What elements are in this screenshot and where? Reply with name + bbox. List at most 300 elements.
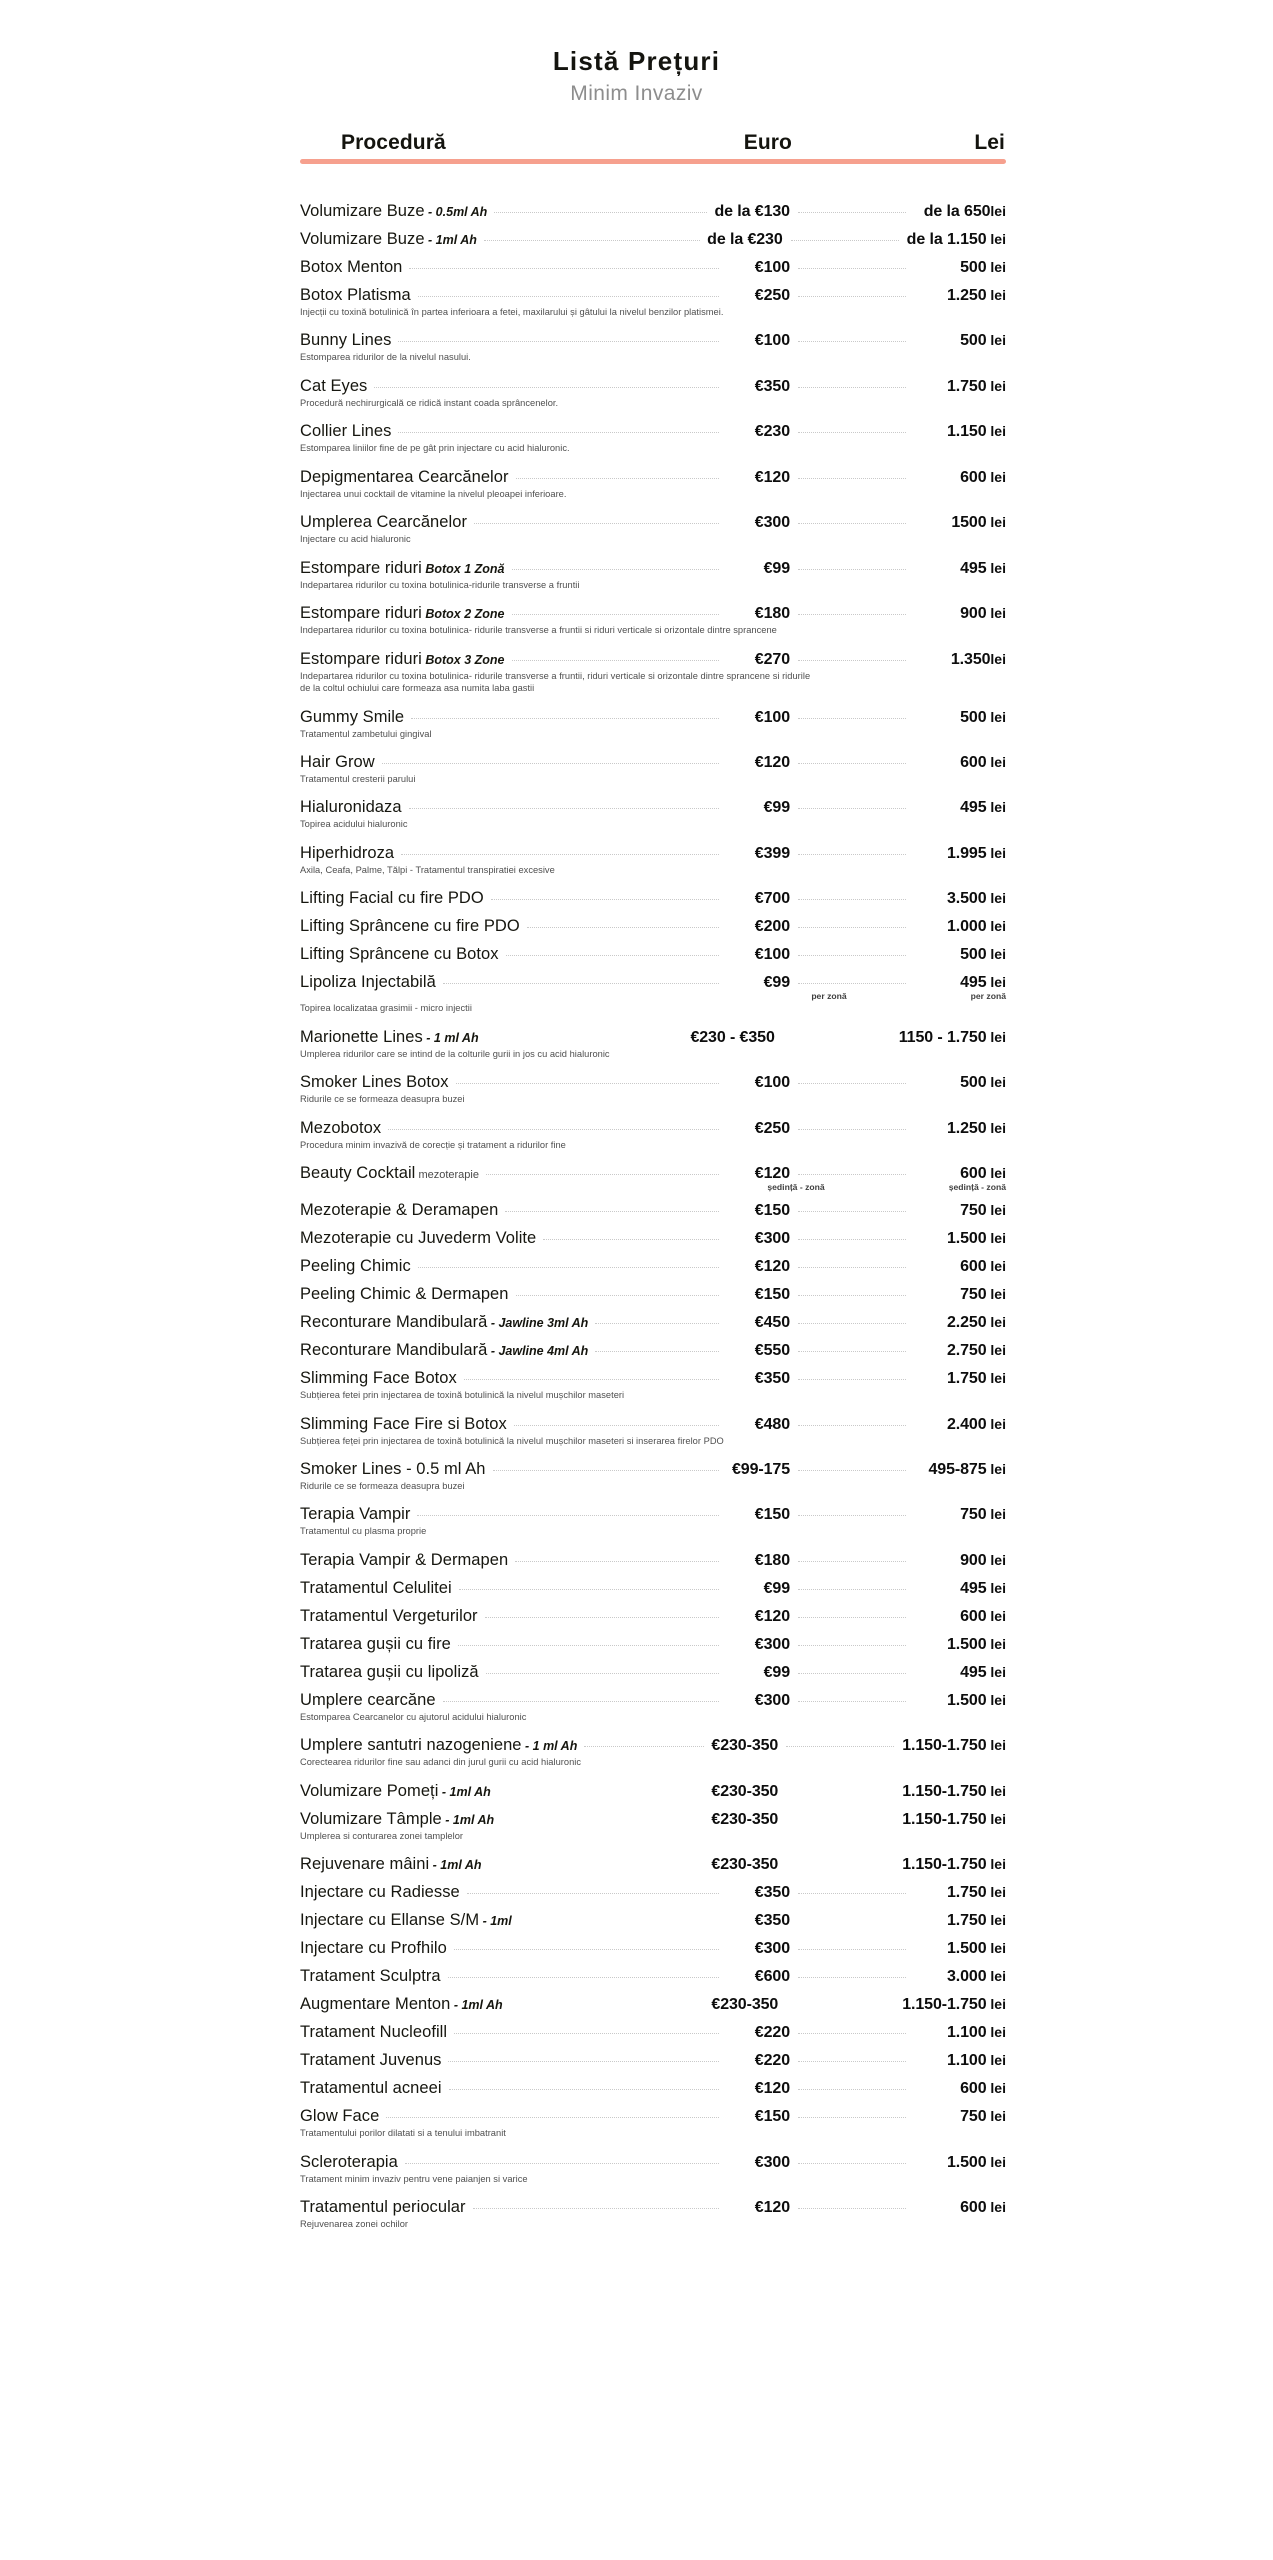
procedure-name: Smoker Lines - 0.5 ml Ah bbox=[300, 1460, 486, 1479]
row-main-line bbox=[300, 1607, 1006, 1626]
procedure-name: Botox Platisma bbox=[300, 285, 411, 304]
procedure-name: Lipoliza Injectabilă bbox=[300, 973, 436, 992]
euro-price: €99 bbox=[763, 974, 790, 992]
row-main-line bbox=[300, 1995, 1006, 2014]
dot-leader bbox=[798, 1977, 906, 1978]
lei-currency-label: lei bbox=[986, 1314, 1006, 1331]
lei-amount: 495 bbox=[960, 1663, 987, 1681]
lei-currency-label: lei bbox=[986, 2024, 1006, 2041]
lei-price bbox=[914, 2024, 1006, 2042]
table-row bbox=[300, 1164, 1006, 1192]
euro-price: €120 bbox=[754, 2199, 790, 2217]
table-header-row bbox=[300, 131, 1006, 159]
row-main-line bbox=[300, 1119, 1006, 1138]
table-row bbox=[300, 1313, 1006, 1332]
dot-leader bbox=[398, 432, 719, 433]
dot-leader bbox=[798, 1295, 906, 1296]
dot-leader bbox=[527, 927, 719, 928]
lei-currency-label: lei bbox=[986, 2052, 1006, 2069]
dot-leader bbox=[456, 1083, 719, 1084]
lei-currency-label: lei bbox=[986, 1461, 1006, 1478]
table-row bbox=[300, 2198, 1006, 2230]
notes-spacer bbox=[300, 1182, 767, 1192]
lei-currency-label: lei bbox=[986, 1286, 1006, 1303]
dot-leader bbox=[798, 1267, 906, 1268]
table-row bbox=[300, 1285, 1006, 1304]
row-main-line bbox=[300, 1257, 1006, 1276]
euro-price: €99 bbox=[763, 799, 790, 817]
lei-currency-label: lei bbox=[986, 1884, 1006, 1901]
dot-leader bbox=[382, 763, 719, 764]
lei-currency-label: lei bbox=[986, 1370, 1006, 1387]
table-row bbox=[300, 258, 1006, 277]
table-row bbox=[300, 1782, 1006, 1801]
procedure-description: Subțierea fetei prin injectarea de toxină botulinică la nivelul mușchilor maseteri bbox=[300, 1390, 625, 1401]
lei-currency-label: lei bbox=[986, 286, 1006, 303]
row-main-line bbox=[300, 2198, 1006, 2217]
dot-leader bbox=[798, 854, 906, 855]
lei-amount: 495 bbox=[960, 799, 987, 817]
procedure-description: Tratament minim invaziv pentru vene paianjen si varice bbox=[300, 2173, 528, 2184]
row-main-line bbox=[300, 1782, 1006, 1801]
procedure-description: Indepartarea ridurilor cu toxina botulinica- ridurile transverse a fruntii si riduri verticale si orizontale dintre sprancene bbox=[300, 625, 777, 636]
row-main-line bbox=[300, 1073, 1006, 1092]
euro-price: €99-175 bbox=[731, 1461, 790, 1479]
euro-price: de la €230 bbox=[707, 230, 783, 248]
table-row bbox=[300, 1967, 1006, 1986]
lei-currency-label: lei bbox=[986, 1663, 1006, 1680]
dot-leader bbox=[409, 808, 719, 809]
row-main-line bbox=[300, 973, 1006, 992]
lei-currency-label: lei bbox=[986, 1737, 1006, 1754]
lei-price bbox=[914, 1968, 1006, 1986]
euro-price-note: per zonă bbox=[811, 991, 847, 1002]
dot-leader bbox=[798, 927, 906, 928]
row-main-line bbox=[300, 1883, 1006, 1902]
lei-currency-label: lei bbox=[986, 1415, 1006, 1432]
euro-price: €230-350 bbox=[711, 1856, 779, 1874]
procedure-variant: - 0.5ml Ah bbox=[424, 204, 488, 219]
lei-price bbox=[914, 1692, 1006, 1710]
dot-leader bbox=[798, 1470, 906, 1471]
lei-amount: 750 bbox=[960, 2108, 987, 2126]
dot-leader bbox=[798, 1425, 906, 1426]
euro-price: €230 - €350 bbox=[690, 1028, 775, 1046]
procedure-name: Augmentare Menton - 1ml Ah bbox=[300, 1995, 503, 2014]
dot-leader bbox=[798, 2089, 906, 2090]
lei-price bbox=[914, 890, 1006, 908]
euro-price: €100 bbox=[754, 708, 790, 726]
table-row bbox=[300, 1939, 1006, 1958]
dot-leader bbox=[798, 387, 906, 388]
lei-amount: 1.500 bbox=[946, 2153, 987, 2171]
euro-price: €120 bbox=[754, 1165, 790, 1183]
dot-leader bbox=[486, 1038, 684, 1039]
row-main-line bbox=[300, 1460, 1006, 1479]
procedure-description: Ridurile ce se formeaza deasupra buzei bbox=[300, 1481, 465, 1492]
procedure-description: Umplerea si conturarea zonei tamplelor bbox=[300, 1830, 464, 1841]
procedure-variant: - 1ml bbox=[479, 1914, 512, 1929]
dot-leader bbox=[798, 268, 906, 269]
euro-price: €600 bbox=[754, 1968, 790, 1986]
lei-currency-label: lei bbox=[986, 1074, 1006, 1091]
procedure-variant: - Jawline 4ml Ah bbox=[487, 1344, 589, 1359]
lei-price bbox=[914, 1608, 1006, 1626]
row-main-line bbox=[300, 2153, 1006, 2172]
lei-price bbox=[914, 259, 1006, 277]
table-row bbox=[300, 708, 1006, 740]
table-row bbox=[300, 650, 1006, 695]
table-row bbox=[300, 377, 1006, 409]
procedure-variant: Botox 3 Zone bbox=[421, 652, 505, 667]
lei-amount: 600 bbox=[960, 1165, 987, 1183]
lei-price bbox=[914, 605, 1006, 623]
lei-amount: 1.500 bbox=[946, 1635, 987, 1653]
procedure-name: Depigmentarea Cearcănelor bbox=[300, 467, 509, 486]
table-row bbox=[300, 286, 1006, 318]
table-row bbox=[300, 1635, 1006, 1654]
dot-leader bbox=[474, 523, 719, 524]
procedure-name: Volumizare Buze - 0.5ml Ah bbox=[300, 201, 488, 220]
dot-leader bbox=[485, 1617, 719, 1618]
lei-currency-label: lei bbox=[986, 946, 1006, 963]
procedure-description: Subțierea feței prin injectarea de toxină botulinică la nivelul mușchilor maseteri si inserarea firelor PDO bbox=[300, 1435, 724, 1446]
lei-amount: de la 1.150 bbox=[906, 230, 987, 248]
lei-price bbox=[914, 651, 1006, 669]
notes-spacer bbox=[300, 991, 811, 1001]
dot-leader bbox=[798, 2033, 906, 2034]
lei-currency-label: lei bbox=[986, 1342, 1006, 1359]
lei-price bbox=[914, 287, 1006, 305]
lei-currency-label: lei bbox=[986, 377, 1006, 394]
lei-price bbox=[914, 1202, 1006, 1220]
lei-currency-label: lei bbox=[986, 1579, 1006, 1596]
table-row bbox=[300, 604, 1006, 636]
dot-leader bbox=[493, 1470, 719, 1471]
lei-price bbox=[914, 514, 1006, 532]
lei-amount: 1.150-1.750 bbox=[902, 1810, 987, 1828]
lei-amount: 1.750 bbox=[946, 1912, 987, 1930]
lei-price bbox=[914, 2052, 1006, 2070]
lei-amount: 2.400 bbox=[946, 1415, 987, 1433]
euro-price: €150 bbox=[754, 1286, 790, 1304]
lei-currency-label: lei bbox=[986, 918, 1006, 935]
lei-price bbox=[914, 560, 1006, 578]
procedure-name: Tratament Sculptra bbox=[300, 1967, 441, 1986]
dot-leader bbox=[510, 2005, 705, 2006]
procedure-description: Axila, Ceafa, Palme, Tălpi - Tratamentul transpiratiei excesive bbox=[300, 864, 555, 875]
table-row bbox=[300, 2051, 1006, 2070]
lei-amount: 495 bbox=[960, 974, 987, 992]
euro-price: €120 bbox=[754, 2080, 790, 2098]
dot-leader bbox=[786, 1865, 894, 1866]
row-main-line bbox=[300, 331, 1006, 350]
row-main-line bbox=[300, 1810, 1006, 1829]
lei-price bbox=[914, 2108, 1006, 2126]
lei-currency-label: lei bbox=[986, 1028, 1006, 1045]
procedure-variant: - 1 ml Ah bbox=[521, 1739, 578, 1754]
dot-leader bbox=[798, 1515, 906, 1516]
lei-amount: 1.250 bbox=[946, 286, 987, 304]
dot-leader bbox=[798, 341, 906, 342]
procedure-name: Beauty Cocktail mezoterapie bbox=[300, 1164, 479, 1183]
euro-price: €220 bbox=[754, 2024, 790, 2042]
lei-currency-label: lei bbox=[986, 1856, 1006, 1873]
lei-price bbox=[899, 1029, 1006, 1047]
row-main-line bbox=[300, 202, 1006, 221]
row-main-line bbox=[300, 1855, 1006, 1874]
dot-leader bbox=[512, 660, 720, 661]
lei-amount: 1.150-1.750 bbox=[902, 1737, 987, 1755]
column-header-euro: Euro bbox=[743, 130, 792, 154]
procedure-description: Tratamentul zambetului gingival bbox=[300, 728, 432, 739]
lei-amount: 600 bbox=[960, 753, 987, 771]
euro-price: €300 bbox=[754, 1940, 790, 1958]
lei-currency-label: lei bbox=[986, 1810, 1006, 1827]
table-row bbox=[300, 844, 1006, 876]
procedure-name: Slimming Face Botox bbox=[300, 1369, 457, 1388]
price-rows bbox=[300, 202, 1006, 2231]
dot-leader bbox=[798, 1893, 906, 1894]
lei-price bbox=[914, 1580, 1006, 1598]
lei-currency-label: lei bbox=[990, 650, 1006, 667]
table-row bbox=[300, 2079, 1006, 2098]
dot-leader bbox=[798, 2208, 906, 2209]
dot-leader bbox=[498, 1792, 705, 1793]
lei-amount: 495-875 bbox=[928, 1461, 987, 1479]
procedure-name: Gummy Smile bbox=[300, 707, 405, 726]
procedure-variant: - 1ml Ah bbox=[441, 1812, 495, 1827]
dot-leader bbox=[543, 1239, 719, 1240]
procedure-name: Collier Lines bbox=[300, 422, 392, 441]
procedure-name: Umplerea Cearcănelor bbox=[300, 513, 467, 532]
row-main-line bbox=[300, 513, 1006, 532]
procedure-name: Cat Eyes bbox=[300, 376, 368, 395]
euro-price: €230 bbox=[754, 423, 790, 441]
dot-leader bbox=[448, 2061, 719, 2062]
procedure-name: Estompare riduri Botox 3 Zone bbox=[300, 649, 505, 668]
lei-price bbox=[914, 1120, 1006, 1138]
dot-leader bbox=[595, 1323, 719, 1324]
dot-leader bbox=[798, 1323, 906, 1324]
lei-amount: 2.750 bbox=[946, 1342, 987, 1360]
euro-price: €300 bbox=[754, 1635, 790, 1653]
euro-price: €300 bbox=[754, 514, 790, 532]
lei-amount: 1.100 bbox=[946, 2024, 987, 2042]
row-main-line bbox=[300, 1201, 1006, 1220]
lei-price bbox=[902, 1783, 1006, 1801]
procedure-name: Mezoterapie & Deramapen bbox=[300, 1201, 499, 1220]
table-row bbox=[300, 945, 1006, 964]
row-main-line bbox=[300, 1635, 1006, 1654]
procedure-name: Tratamentul periocular bbox=[300, 2198, 466, 2217]
table-row bbox=[300, 1579, 1006, 1598]
procedure-name: Hialuronidaza bbox=[300, 798, 402, 817]
lei-price bbox=[914, 1912, 1006, 1930]
procedure-name: Umplere santutri nazogeniene - 1 ml Ah bbox=[300, 1736, 578, 1755]
table-row bbox=[300, 230, 1006, 249]
lei-currency-label: lei bbox=[986, 2153, 1006, 2170]
lei-price bbox=[914, 918, 1006, 936]
lei-price bbox=[914, 2199, 1006, 2217]
lei-currency-label: lei bbox=[986, 1996, 1006, 2013]
row-main-line bbox=[300, 1028, 1006, 1047]
procedure-name: Injectare cu Ellanse S/M - 1ml bbox=[300, 1911, 512, 1930]
lei-amount: 600 bbox=[960, 468, 987, 486]
row-main-line bbox=[300, 559, 1006, 578]
lei-currency-label: lei bbox=[986, 605, 1006, 622]
lei-amount: 500 bbox=[960, 1074, 987, 1092]
dot-leader bbox=[515, 1561, 719, 1562]
procedure-name: Botox Menton bbox=[300, 257, 403, 276]
row-main-line bbox=[300, 1369, 1006, 1388]
row-main-line bbox=[300, 753, 1006, 772]
procedure-name: Hiperhidroza bbox=[300, 843, 395, 862]
row-main-line bbox=[300, 650, 1006, 669]
lei-currency-label: lei bbox=[986, 1912, 1006, 1929]
table-row bbox=[300, 331, 1006, 363]
row-main-line bbox=[300, 604, 1006, 623]
procedure-name: Estompare riduri Botox 1 Zonă bbox=[300, 558, 505, 577]
procedure-name: Mezobotox bbox=[300, 1118, 382, 1137]
procedure-description: Corectearea ridurilor fine sau adanci din jurul gurii cu acid hialuronic bbox=[300, 1757, 582, 1768]
table-row bbox=[300, 1119, 1006, 1151]
procedure-name: Umplere cearcăne bbox=[300, 1690, 436, 1709]
lei-price-note: per zonă bbox=[970, 991, 1006, 1002]
table-row bbox=[300, 1995, 1006, 2014]
row-main-line bbox=[300, 1911, 1006, 1930]
procedure-variant: - Jawline 3ml Ah bbox=[487, 1316, 589, 1331]
dot-leader bbox=[501, 1820, 704, 1821]
dot-leader bbox=[398, 341, 719, 342]
table-row bbox=[300, 1415, 1006, 1447]
lei-amount: 3.500 bbox=[946, 890, 987, 908]
euro-price: €120 bbox=[754, 1258, 790, 1276]
procedure-description: Rejuvenarea zonei ochilor bbox=[300, 2219, 408, 2230]
procedure-name: Peeling Chimic & Dermapen bbox=[300, 1285, 509, 1304]
lei-price bbox=[914, 1416, 1006, 1434]
procedure-name: Terapia Vampir bbox=[300, 1505, 411, 1524]
table-row bbox=[300, 1883, 1006, 1902]
row-main-line bbox=[300, 1505, 1006, 1524]
procedure-variant: - 1ml Ah bbox=[450, 1998, 503, 2013]
table-row bbox=[300, 1855, 1006, 1874]
procedure-variant: Botox 2 Zone bbox=[421, 607, 505, 622]
dot-leader bbox=[449, 2089, 719, 2090]
row-main-line bbox=[300, 945, 1006, 964]
procedure-name: Tratamentul Vergeturilor bbox=[300, 1606, 478, 1625]
row-main-line bbox=[300, 258, 1006, 277]
dot-leader bbox=[798, 660, 906, 661]
table-row bbox=[300, 1073, 1006, 1105]
dot-leader bbox=[798, 1174, 906, 1175]
lei-price bbox=[914, 709, 1006, 727]
table-row bbox=[300, 889, 1006, 908]
table-row bbox=[300, 2023, 1006, 2042]
dot-leader bbox=[786, 1792, 894, 1793]
dot-leader bbox=[798, 614, 906, 615]
notes-gap bbox=[825, 1182, 949, 1192]
dot-leader bbox=[494, 212, 707, 213]
table-row bbox=[300, 1911, 1006, 1930]
dot-leader bbox=[798, 523, 906, 524]
row-main-line bbox=[300, 1229, 1006, 1248]
lei-price bbox=[914, 332, 1006, 350]
lei-currency-label: lei bbox=[986, 2199, 1006, 2216]
lei-currency-label: lei bbox=[990, 202, 1006, 219]
dot-leader bbox=[798, 1673, 906, 1674]
lei-amount: 1.750 bbox=[946, 1370, 987, 1388]
lei-amount: 1.500 bbox=[946, 1230, 987, 1248]
lei-currency-label: lei bbox=[986, 423, 1006, 440]
dot-leader bbox=[798, 1949, 906, 1950]
dot-leader bbox=[411, 718, 719, 719]
procedure-name: Mezoterapie cu Juvederm Volite bbox=[300, 1229, 537, 1248]
table-row bbox=[300, 1369, 1006, 1401]
lei-amount: 500 bbox=[960, 708, 987, 726]
lei-amount: 600 bbox=[960, 2080, 987, 2098]
lei-amount: 1.750 bbox=[946, 377, 987, 395]
dot-leader bbox=[798, 2061, 906, 2062]
procedure-description: Ridurile ce se formeaza deasupra buzei bbox=[300, 1094, 465, 1105]
euro-price: €150 bbox=[754, 1506, 790, 1524]
euro-price: €220 bbox=[754, 2052, 790, 2070]
row-main-line bbox=[300, 844, 1006, 863]
euro-price: €300 bbox=[754, 2153, 790, 2171]
page-subtitle: Minim Invaziv bbox=[570, 81, 703, 105]
row-main-line bbox=[300, 1341, 1006, 1360]
table-row bbox=[300, 202, 1006, 221]
row-main-line bbox=[300, 1967, 1006, 1986]
row-main-line bbox=[300, 286, 1006, 305]
lei-currency-label: lei bbox=[986, 1258, 1006, 1275]
lei-amount: 1.750 bbox=[946, 1884, 987, 1902]
procedure-name: Bunny Lines bbox=[300, 331, 392, 350]
lei-currency-label: lei bbox=[986, 1202, 1006, 1219]
row-main-line bbox=[300, 422, 1006, 441]
row-main-line bbox=[300, 377, 1006, 396]
table-row bbox=[300, 1663, 1006, 1682]
dot-leader bbox=[798, 983, 906, 984]
procedure-description: Tratamentul cresterii parului bbox=[300, 773, 416, 784]
dot-leader bbox=[519, 1921, 719, 1922]
lei-amount: 1.150-1.750 bbox=[902, 1782, 987, 1800]
dot-leader bbox=[405, 2163, 719, 2164]
lei-amount: 500 bbox=[960, 258, 987, 276]
lei-price bbox=[914, 1552, 1006, 1570]
lei-currency-label: lei bbox=[986, 844, 1006, 861]
euro-price: €350 bbox=[754, 1370, 790, 1388]
dot-leader bbox=[418, 1267, 719, 1268]
dot-leader bbox=[798, 1589, 906, 1590]
lei-amount: 1.350 bbox=[950, 650, 991, 668]
lei-amount: 1.000 bbox=[946, 918, 987, 936]
column-header-procedure: Procedură bbox=[341, 130, 446, 154]
row-main-line bbox=[300, 2051, 1006, 2070]
dot-leader bbox=[798, 1617, 906, 1618]
procedure-description: Umplerea ridurilor care se intind de la colturile gurii in jos cu acid hialuronic bbox=[300, 1048, 610, 1059]
procedure-variant: - 1 ml Ah bbox=[422, 1030, 479, 1045]
price-notes bbox=[300, 1182, 1006, 1192]
procedure-description: Tratamentul cu plasma proprie bbox=[300, 1526, 427, 1537]
lei-currency-label: lei bbox=[986, 1551, 1006, 1568]
lei-amount: 495 bbox=[960, 1579, 987, 1597]
table-row bbox=[300, 973, 1006, 1014]
lei-amount: 600 bbox=[960, 1607, 987, 1625]
euro-price: €180 bbox=[754, 605, 790, 623]
dot-leader bbox=[798, 1921, 906, 1922]
header bbox=[0, 0, 1273, 107]
